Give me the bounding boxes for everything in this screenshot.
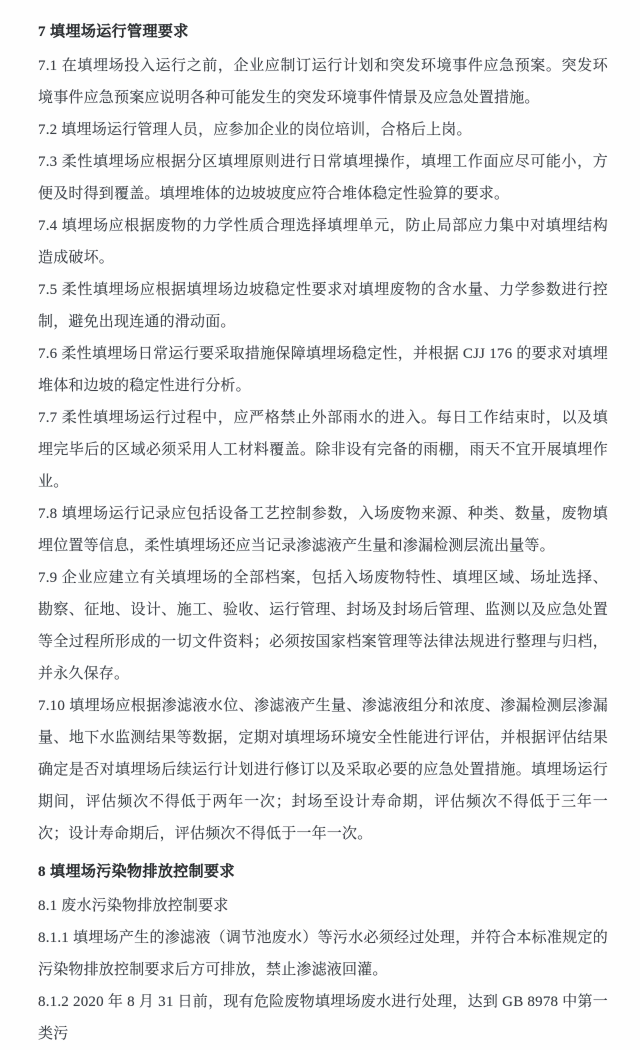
clause-paragraph: 7.4 填埋场应根据废物的力学性质合理选择填埋单元，防止局部应力集中对填埋结构造成破坏。: [38, 218, 608, 266]
clause-paragraph: 7.5 柔性填埋场应根据填埋场边坡稳定性要求对填埋废物的含水量、力学参数进行控制，避免出现连通的滑动面。: [38, 282, 608, 330]
clause-paragraph: 7.9 企业应建立有关填埋场的全部档案，包括入场废物特性、填埋区域、场址选择、勘察、征地、设计、施工、验收、运行管理、封场及封场后管理、监测以及应急处置等全过程所形成的一切文件资料；必须按国家档案管理等法律法规进行整理与归档，并永久保存。: [38, 570, 608, 682]
clause-paragraph: 7.3 柔性填埋场应根据分区填埋原则进行日常填埋操作，填埋工作面应尽可能小，方便及时得到覆盖。填埋堆体的边坡坡度应符合堆体稳定性验算的要求。: [38, 154, 608, 202]
clause-paragraph: 8.1.1 填埋场产生的渗滤液（调节池废水）等污水必须经过处理，并符合本标准规定的污染物排放控制要求后方可排放，禁止渗滤液回灌。: [38, 930, 608, 978]
clause-paragraph: 7.6 柔性填埋场日常运行要采取措施保障填埋场稳定性，并根据 CJJ 176 的要求对填埋堆体和边坡的稳定性进行分析。: [38, 346, 608, 394]
clause-paragraph: 7.10 填埋场应根据渗滤液水位、渗滤液产生量、渗滤液组分和浓度、渗漏检测层渗漏量、地下水监测结果等数据，定期对填埋场环境安全性能进行评估，并根据评估结果确定是否对填埋场后续运行计划进行修订以及采取必要的应急处置措施。填埋场运行期间，评估频次不得低于两年一次；封场至设计寿命期，评估频次不得低于三年一次；设计寿命期后，评估频次不得低于一年一次。: [38, 698, 608, 842]
clause-paragraph: 8.1.2 2020 年 8 月 31 日前，现有危险废物填埋场废水进行处理，达到 GB 8978 中第一类污: [38, 994, 608, 1042]
clause-paragraph: 7.7 柔性填埋场运行过程中，应严格禁止外部雨水的进入。每日工作结束时，以及填埋完毕后的区域必须采用人工材料覆盖。除非设有完备的雨棚，雨天不宜开展填埋作业。: [38, 410, 608, 490]
clause-paragraph: 8.1 废水污染物排放控制要求: [38, 898, 229, 914]
clause-paragraph: 7.8 填埋场运行记录应包括设备工艺控制参数，入场废物来源、种类、数量，废物填埋位置等信息，柔性填埋场还应当记录渗滤液产生量和渗漏检测层流出量等。: [38, 506, 608, 554]
section-heading: 7 填埋场运行管理要求: [38, 24, 189, 40]
section-heading: 8 填埋场污染物排放控制要求: [38, 864, 235, 880]
clause-paragraph: 7.2 填埋场运行管理人员，应参加企业的岗位培训，合格后上岗。: [38, 122, 472, 138]
clause-paragraph: 7.1 在填埋场投入运行之前，企业应制订运行计划和突发环境事件应急预案。突发环境事件应急预案应说明各种可能发生的突发环境事件情景及应急处置措施。: [38, 58, 608, 106]
